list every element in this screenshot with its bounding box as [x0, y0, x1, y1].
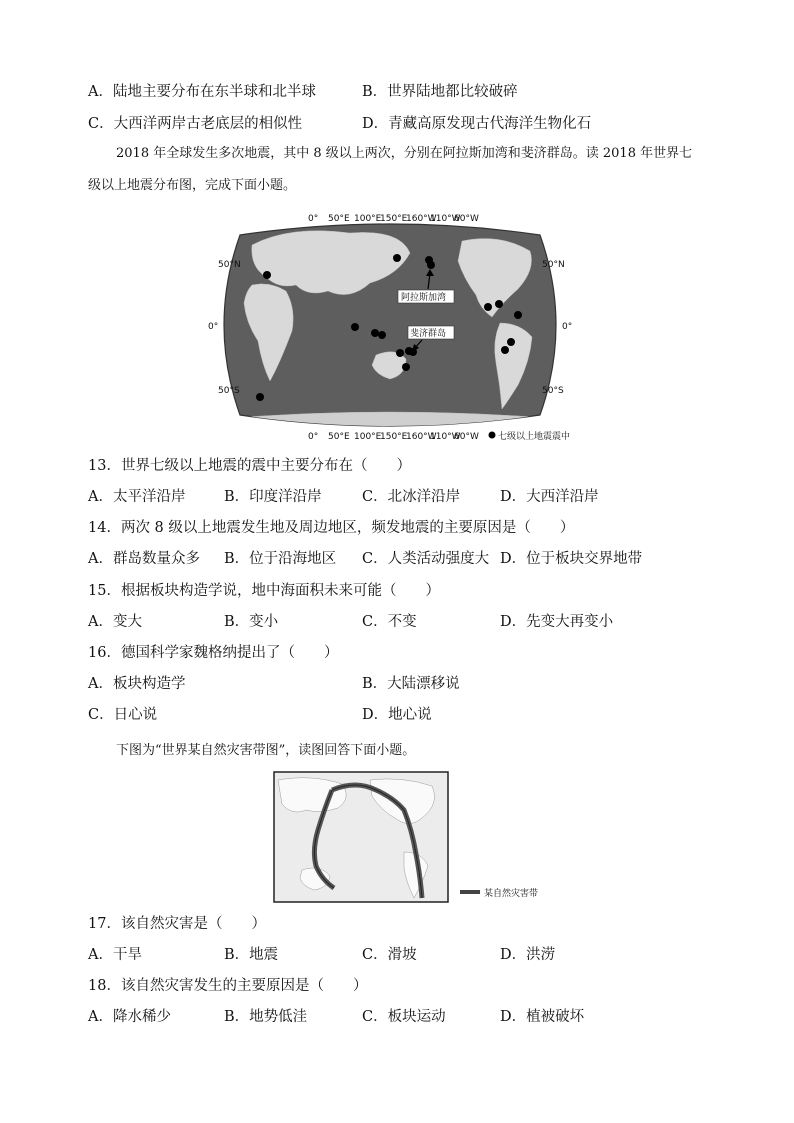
tick-top-160w: 160°W	[406, 214, 437, 224]
q13-option-a: A．太平洋沿岸	[88, 489, 186, 505]
q13-option-d: D．大西洋沿岸	[500, 489, 599, 505]
q15-option-b: B．变小	[224, 614, 279, 630]
q12-option-d: D．青藏高原发现古代海洋生物化石	[362, 116, 592, 132]
tick-top-60w: 60°W	[454, 214, 479, 224]
label-alaska-gulf: 阿拉斯加湾	[401, 293, 447, 303]
tick-top-0: 0°	[308, 214, 319, 224]
q18-stem: 18．该自然灾害发生的主要原因是（ ）	[88, 978, 368, 994]
tick-bottom-60w: 60°W	[454, 432, 479, 442]
q18-option-d: D．植被破坏	[500, 1009, 585, 1025]
q16-option-b: B．大陆漂移说	[362, 676, 460, 692]
q14-option-b: B．位于沿海地区	[224, 551, 337, 567]
lat-right-eq: 0°	[562, 322, 573, 332]
intro1-line2: 级以上地震分布图，完成下面小题。	[88, 178, 297, 193]
lat-left-eq: 0°	[208, 322, 219, 332]
land-asia	[278, 778, 346, 812]
q15-stem: 15．根据板块构造学说，地中海面积未来可能（ ）	[88, 583, 440, 599]
epicenter-dot	[371, 329, 379, 337]
q15-option-c: C．不变	[362, 614, 417, 630]
tick-bottom-160w: 160°W	[406, 432, 437, 442]
tick-bottom-150e: 150°E	[380, 432, 408, 442]
legend-epicenter: 七级以上地震震中	[498, 432, 571, 442]
q13-stem: 13．世界七级以上地震的震中主要分布在（ ）	[88, 458, 411, 474]
q14-stem: 14．两次 8 级以上地震发生地及周边地区，频发地震的主要原因是（ ）	[88, 520, 575, 536]
tick-bottom-100e: 100°E	[354, 432, 382, 442]
q16-option-c: C．日心说	[88, 707, 158, 723]
epicenter-dot	[484, 303, 492, 311]
q13-option-b: B．印度洋沿岸	[224, 489, 322, 505]
q16-stem: 16．德国科学家魏格纳提出了（ ）	[88, 645, 339, 661]
epicenter-dot	[514, 311, 522, 319]
q18-option-a: A．降水稀少	[88, 1009, 171, 1025]
q17-option-b: B．地震	[224, 947, 279, 963]
epicenter-dot	[402, 363, 410, 371]
q12-option-a: A．陆地主要分布在东半球和北半球	[88, 84, 316, 100]
lat-left-50s: 50°S	[218, 386, 240, 396]
epicenter-dot	[351, 323, 359, 331]
legend-dot-icon	[489, 432, 496, 439]
epicenter-dot	[396, 349, 404, 357]
tick-top-50e: 50°E	[328, 214, 350, 224]
tick-top-150e: 150°E	[380, 214, 408, 224]
epicenter-dot	[378, 331, 386, 339]
tick-bottom-0: 0°	[308, 432, 319, 442]
epicenter-dot	[495, 300, 503, 308]
q17-option-a: A．干旱	[88, 947, 142, 963]
intro1-line1: 2018 年全球发生多次地震，其中 8 级以上两次，分别在阿拉斯加湾和斐济群岛。读 2018 年世界七	[116, 146, 693, 161]
legend-belt-icon	[460, 890, 480, 894]
q14-option-a: A．群岛数量众多	[88, 551, 200, 567]
q18-option-c: C．板块运动	[362, 1009, 446, 1025]
q17-option-c: C．滑坡	[362, 947, 417, 963]
earthquake-world-map	[200, 205, 580, 445]
q16-option-a: A．板块构造学	[88, 676, 186, 692]
q12-option-b: B．世界陆地都比较破碎	[362, 84, 518, 100]
epicenter-dot	[263, 271, 271, 279]
q15-option-d: D．先变大再变小	[500, 614, 614, 630]
q16-option-d: D．地心说	[362, 707, 432, 723]
q14-option-c: C．人类活动强度大	[362, 551, 490, 567]
q18-option-b: B．地势低洼	[224, 1009, 308, 1025]
epicenter-dot	[256, 393, 264, 401]
lat-left-50n: 50°N	[218, 260, 241, 270]
q13-option-c: C．北冰洋沿岸	[362, 489, 461, 505]
lat-right-50s: 50°S	[542, 386, 564, 396]
tick-bottom-110w: 110°W	[430, 432, 461, 442]
epicenter-dot	[507, 338, 515, 346]
q17-option-d: D．洪涝	[500, 947, 556, 963]
tick-top-100e: 100°E	[354, 214, 382, 224]
q12-option-c: C．大西洋两岸古老底层的相似性	[88, 116, 303, 132]
lat-right-50n: 50°N	[542, 260, 565, 270]
q17-stem: 17．该自然灾害是（ ）	[88, 916, 266, 932]
q14-option-d: D．位于板块交界地带	[500, 551, 643, 567]
epicenter-dot	[501, 346, 509, 354]
legend-disaster-belt: 某自然灾害带	[484, 889, 539, 899]
label-fiji-islands: 斐济群岛	[410, 329, 447, 339]
disaster-belt-map	[272, 770, 562, 906]
epicenter-dot	[393, 254, 401, 262]
tick-top-110w: 110°W	[430, 214, 461, 224]
tick-bottom-50e: 50°E	[328, 432, 350, 442]
q15-option-a: A．变大	[88, 614, 142, 630]
epicenter-dot	[427, 261, 435, 269]
intro2: 下图为“世界某自然灾害带图”，读图回答下面小题。	[116, 743, 416, 758]
